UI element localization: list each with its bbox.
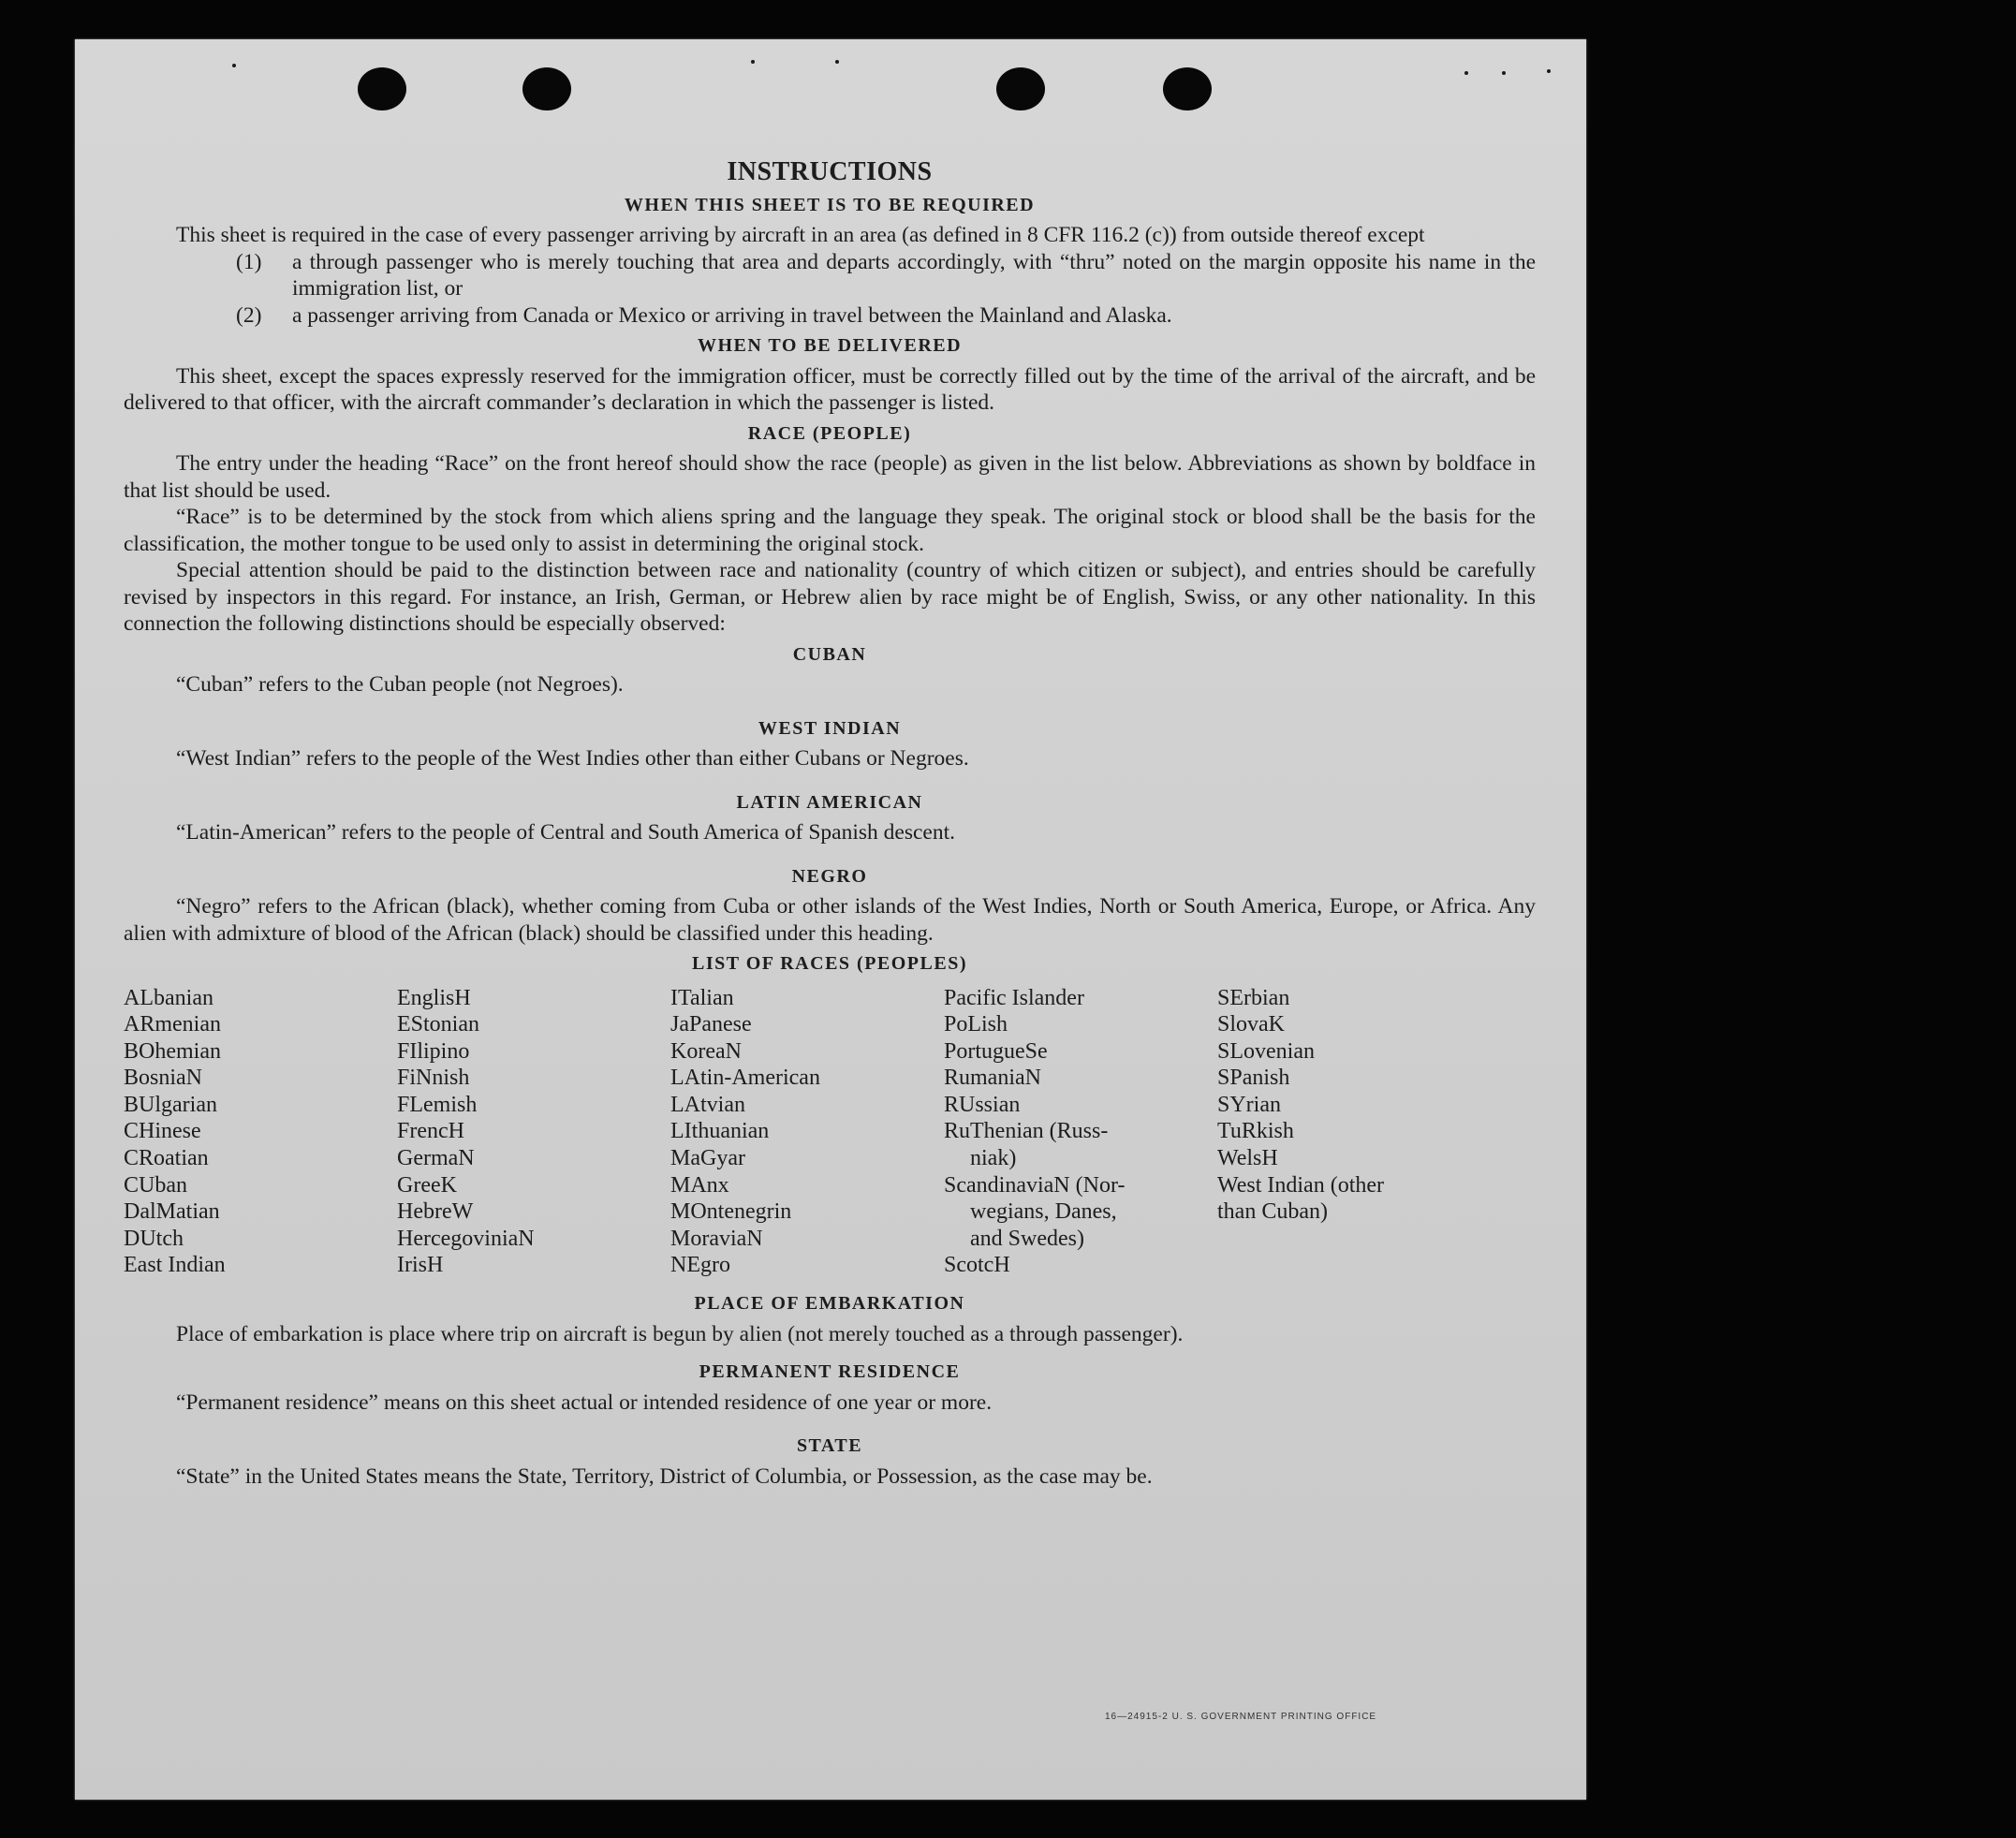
race-entry: BUlgarian <box>124 1092 217 1117</box>
section-heading-delivered: WHEN TO BE DELIVERED <box>697 335 963 356</box>
latin-american-text: “Latin-American” refers to the people of Central and South America of Spanish descent. <box>176 820 956 845</box>
race-paragraph: Special attention should be paid to the distinction between race and nationality (country of which citizen or subject), and entries should be carefully revised by inspectors in this regard. For instance, an Irish, German, or Hebrew alien by race might be of English, Swiss, or any other nationality. In this connection the following distinctions should be especially observed: <box>124 558 1536 636</box>
race-entry: EnglisH <box>397 985 471 1010</box>
race-entry: LAtvian <box>670 1092 745 1117</box>
speck <box>1502 71 1506 75</box>
race-entry: ARmenian <box>124 1012 221 1037</box>
page-title: INSTRUCTIONS <box>727 157 933 186</box>
race-entry: MaGyar <box>670 1146 745 1171</box>
punch-hole <box>1163 67 1212 110</box>
section-heading-embarkation: PLACE OF EMBARKATION <box>694 1293 965 1315</box>
west-indian-text: “West Indian” refers to the people of the West Indies other than either Cubans or Negroes. <box>176 746 969 771</box>
race-entry: HebreW <box>397 1199 474 1225</box>
race-entry: ScotcH <box>944 1253 1010 1278</box>
speck <box>835 60 839 64</box>
race-entry: PoLish <box>944 1012 1008 1037</box>
races-column <box>670 985 944 1280</box>
race-entry: TuRkish <box>1217 1119 1294 1144</box>
race-entry: ScandinaviaN (Nor- <box>944 1172 1126 1198</box>
race-entry: GermaN <box>397 1146 475 1171</box>
race-entry: SlovaK <box>1217 1012 1285 1037</box>
section-heading-required: WHEN THIS SHEET IS TO BE REQUIRED <box>624 194 1036 215</box>
printer-imprint: 16—24915-2 U. S. GOVERNMENT PRINTING OFFICE <box>1105 1712 1377 1722</box>
delivered-text: This sheet, except the spaces expressly reserved for the immigration officer, must be correctly filled out by the time of the arrival of the aircraft, and be delivered to that officer, with the aircraft commander’s declaration in which the passenger is listed. <box>124 363 1536 415</box>
cuban-text: “Cuban” refers to the Cuban people (not Negroes). <box>176 672 624 697</box>
race-entry: MAnx <box>670 1172 729 1198</box>
race-entry: and Swedes) <box>970 1226 1084 1251</box>
negro-text: “Negro” refers to the African (black), whether coming from Cuba or other islands of the West Indies, North or South America, Europe, or Africa. Any alien with admixture of blood of the African (black) should be classified under this heading. <box>124 894 1536 946</box>
state-text: “State” in the United States means the State, Territory, District of Columbia, or Possession, as the case may be. <box>176 1463 1153 1489</box>
section-heading-residence: PERMANENT RESIDENCE <box>699 1361 961 1383</box>
race-entry: LAtin-American <box>670 1066 820 1091</box>
race-entry: DUtch <box>124 1226 184 1251</box>
race-entry: MOntenegrin <box>670 1199 792 1225</box>
race-entry: EStonian <box>397 1012 479 1037</box>
races-column <box>397 985 670 1280</box>
section-heading-negro: NEGRO <box>791 865 868 887</box>
residence-text: “Permanent residence” means on this sheet actual or intended residence of one year or more. <box>176 1390 993 1415</box>
race-entry: East Indian <box>124 1253 226 1278</box>
race-entry: West Indian (other <box>1217 1172 1385 1198</box>
races-column <box>1217 985 1491 1280</box>
required-intro: This sheet is required in the case of every passenger arriving by aircraft in an area (as defined in 8 CFR 116.2 (c)) from outside thereof except <box>176 223 1425 247</box>
race-entry: SErbian <box>1217 985 1290 1010</box>
item-text: a through passenger who is merely touching that area and departs accordingly, with “thru” noted on the margin opposite his name in the immigration list, or <box>292 249 1536 301</box>
races-column <box>124 985 397 1280</box>
race-entry: BosniaN <box>124 1066 202 1091</box>
race-entry: RumaniaN <box>944 1066 1041 1091</box>
race-entry: CRoatian <box>124 1146 209 1171</box>
race-entry: RUssian <box>944 1092 1021 1117</box>
speck <box>751 60 755 64</box>
speck <box>1464 71 1468 75</box>
race-entry: WelsH <box>1217 1146 1278 1171</box>
speck <box>232 64 236 67</box>
section-heading-state: STATE <box>796 1435 863 1457</box>
race-entry: SYrian <box>1217 1092 1281 1117</box>
race-entry: ALbanian <box>124 985 213 1010</box>
race-entry: RuThenian (Russ- <box>944 1119 1109 1144</box>
race-entry: PortugueSe <box>944 1038 1048 1064</box>
race-entry: FrencH <box>397 1119 464 1144</box>
instructions-body <box>124 159 1536 1490</box>
item-number: (2) <box>236 302 262 328</box>
race-entry: BOhemian <box>124 1038 221 1064</box>
list-item <box>124 302 1536 330</box>
punch-hole <box>358 67 406 110</box>
race-entry: FIlipino <box>397 1038 470 1064</box>
race-entry: GreeK <box>397 1172 457 1198</box>
race-entry: IrisH <box>397 1253 444 1278</box>
race-entry: than Cuban) <box>1217 1199 1328 1225</box>
section-heading-latin-american: LATIN AMERICAN <box>736 791 923 813</box>
punch-hole <box>996 67 1045 110</box>
section-heading-race: RACE (PEOPLE) <box>747 422 912 444</box>
race-entry: FLemish <box>397 1092 478 1117</box>
race-entry: Pacific Islander <box>944 985 1084 1010</box>
race-entry: HercegoviniaN <box>397 1226 535 1251</box>
race-entry: DalMatian <box>124 1199 220 1225</box>
embarkation-text: Place of embarkation is place where trip on aircraft is begun by alien (not merely touched as a through passenger). <box>176 1321 1184 1346</box>
punch-hole <box>522 67 571 110</box>
race-entry: SPanish <box>1217 1066 1290 1091</box>
section-heading-west-indian: WEST INDIAN <box>758 717 902 739</box>
item-text: a passenger arriving from Canada or Mexico or arriving in travel between the Mainland and Alaska. <box>292 302 1172 328</box>
race-entry: KoreaN <box>670 1038 742 1064</box>
race-entry: MoraviaN <box>670 1226 763 1251</box>
race-entry: LIthuanian <box>670 1119 770 1144</box>
races-list-heading: LIST OF RACES (PEOPLES) <box>691 953 967 974</box>
list-item <box>124 249 1536 302</box>
race-entry: niak) <box>970 1146 1017 1171</box>
race-paragraph: The entry under the heading “Race” on the front hereof should show the race (people) as given in the list below. Abbreviations as shown by boldface in that list should be used. <box>124 451 1536 503</box>
item-number: (1) <box>236 249 262 274</box>
race-entry: CHinese <box>124 1119 201 1144</box>
race-entry: NEgro <box>670 1253 730 1278</box>
document-page <box>75 39 1586 1800</box>
section-heading-cuban: CUBAN <box>792 643 867 665</box>
race-entry: CUban <box>124 1172 187 1198</box>
race-paragraph: “Race” is to be determined by the stock from which aliens spring and the language they speak. The original stock or blood shall be the basis for the classification, the mother tongue to be used only to assist in determining the original stock. <box>124 505 1536 556</box>
races-list <box>124 985 1536 1280</box>
race-entry: FiNnish <box>397 1066 470 1091</box>
race-entry: ITalian <box>670 985 734 1010</box>
speck <box>1547 69 1551 73</box>
races-column <box>944 985 1217 1280</box>
race-entry: wegians, Danes, <box>970 1199 1117 1225</box>
race-entry: JaPanese <box>670 1012 752 1037</box>
race-entry: SLovenian <box>1217 1038 1315 1064</box>
